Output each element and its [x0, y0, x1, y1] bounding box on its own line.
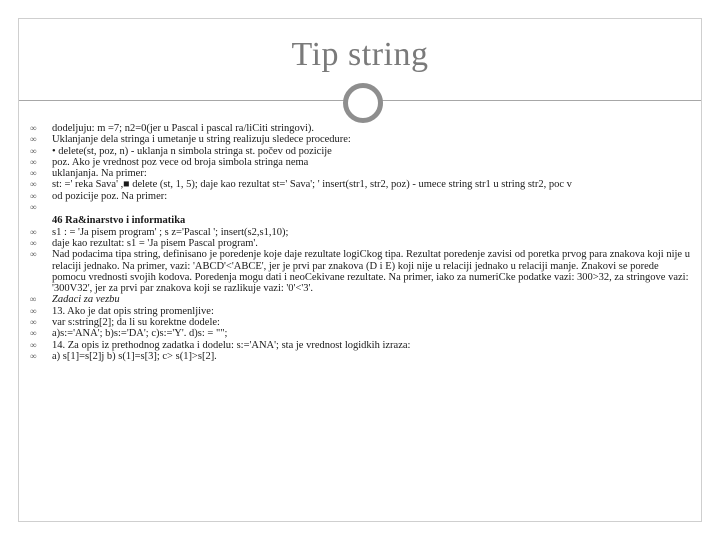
- slide-content: [30, 123, 694, 362]
- list-item-text: daje kao rezultat: s1 = 'Ja pisem Pascal program'.: [52, 237, 258, 249]
- bullet-icon: ∞: [30, 237, 37, 248]
- bullet-icon: ∞: [30, 123, 37, 133]
- list-item-text: uklanjanja. Na primer:: [52, 168, 147, 180]
- list-item-text: dodeljuju: m =7; n2=0(jer u Pascal i pascal ra/liCiti stringovi).: [52, 123, 315, 134]
- bullet-icon: ∞: [30, 350, 37, 361]
- bullet-icon: ∞: [30, 226, 37, 237]
- list-item: [30, 123, 694, 134]
- list-item: [30, 168, 694, 179]
- list-item-text: Nad podacima tipa string, definisano je poredenje koje daje rezultate logiCkog tipa. Rezultat poredenje zavisi od poretka prvog para znakova koji nije u relaciji jednako. Na primer, vazi: 'ABCD'<'ABCE', jer je prvi par znakova (D i E) koji nije u relaciji jednako u relaciji manje. Znakovi se porede pomocu vrednosti svojih kodova. Poredenja mogu dati i neoCekivane rezultate. Na primer, iako za numeriCke podatke vazi: 300>32, za stringove vazi: '300V32', jer za prvi par znakova koji se razlikuje vazi: '0'<'3'.: [52, 249, 690, 295]
- bullet-icon: ∞: [30, 317, 37, 328]
- list-item: [30, 238, 694, 249]
- list-item-text: Zadaci za vezbu: [52, 294, 120, 306]
- list-item-text: poz. Ako je vrednost poz vece od broja simbola stringa nema: [52, 156, 309, 168]
- bullet-icon: ∞: [30, 190, 37, 201]
- ring-ornament-icon: [343, 83, 383, 123]
- list-item: [30, 191, 694, 202]
- list-item-text: 13. Ako je dat opis string promenljive:: [52, 305, 214, 317]
- bullet-icon: ∞: [30, 339, 37, 350]
- bullet-icon: ∞: [30, 179, 37, 190]
- list-item-text: var s:string[2]; da li su korektne dodele:: [52, 317, 220, 329]
- list-item: [30, 351, 694, 362]
- list-item-empty: [30, 202, 694, 213]
- bullet-icon: ∞: [30, 168, 37, 179]
- bullet-icon: ∞: [30, 328, 37, 339]
- list-item: [30, 294, 694, 305]
- list-item: [30, 317, 694, 328]
- bullet-icon: ∞: [30, 145, 37, 156]
- bullet-icon: ∞: [30, 202, 37, 213]
- list-item-text: 46 Ra&inarstvo i informatika: [52, 215, 186, 227]
- bullet-icon: ∞: [30, 134, 37, 145]
- list-item-text: 14. Za opis iz prethodnog zadatka i dodelu: s:='ANA'; sta je vrednost logidkih izraza:: [52, 339, 411, 351]
- list-item: [30, 179, 694, 190]
- list-item-text: a) s[1]=s[2]j b) s(1]=s[3]; c> s(1]>s[2].: [52, 350, 217, 362]
- list-item: [30, 227, 694, 238]
- list-item: [30, 146, 694, 157]
- list-item-text: • delete(st, poz, n) - uklanja n simbola stringa st. počev od pozicije: [52, 145, 332, 157]
- list-item: [30, 249, 694, 294]
- list-item-text: a)s:='ANA'; b)s:='DA'; c)s:='Y'. d)s: = "";: [52, 328, 228, 340]
- slide-title: Tip string: [291, 36, 429, 73]
- list-item-text: od pozicije poz. Na primer:: [52, 190, 168, 202]
- bullet-icon: ∞: [30, 249, 37, 260]
- list-item: [30, 157, 694, 168]
- list-item-text: st: =' reka Sava' ,■ delete (st, 1, 5); daje kao rezultat st=' Sava'; ' insert(str1, str2, poz) - umece string str1 u string str2, poc v: [52, 179, 572, 191]
- list-item: [30, 134, 694, 145]
- bullet-icon: ∞: [30, 305, 37, 316]
- list-item-heading: [30, 215, 694, 226]
- list-item-text: s1 : = 'Ja pisem program' ; s z='Pascal '; insert(s2,s1,10);: [52, 226, 289, 238]
- bullet-icon: ∞: [30, 294, 37, 305]
- list-item: [30, 340, 694, 351]
- list-item: [30, 306, 694, 317]
- list-item-text: Uklanjanje dela stringa i umetanje u string realizuju sledece procedure:: [52, 134, 351, 146]
- bullet-icon: ∞: [30, 156, 37, 167]
- list-item: [30, 328, 694, 339]
